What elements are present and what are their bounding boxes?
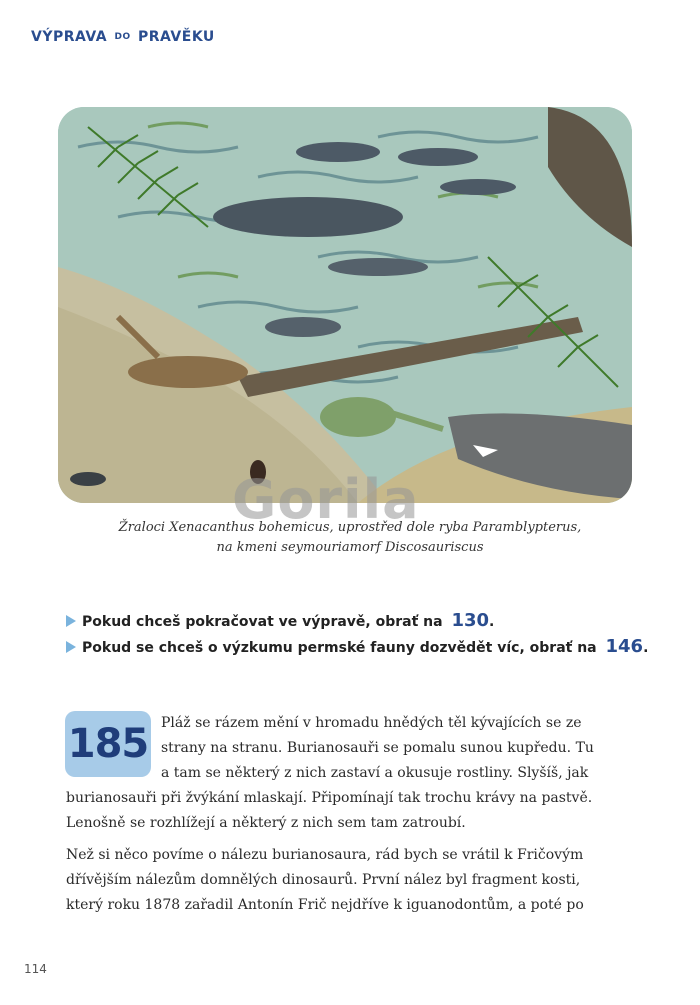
- running-header: [31, 29, 215, 45]
- choice-end: .: [489, 614, 495, 630]
- arrow-right-icon: [66, 615, 76, 627]
- choice-page-number: 146: [605, 636, 644, 657]
- body-line: Pláž se rázem mění v hromadu hnědých těl kývajících se ze: [161, 715, 582, 731]
- section-number: 185: [67, 721, 149, 767]
- choice-text: Pokud chceš pokračovat ve výpravě, obrať na: [82, 614, 443, 630]
- body-line: Lenošně se rozhlížejí a některý z nich sem tam zatroubí.: [66, 815, 466, 831]
- body-paragraph-intro: [161, 711, 634, 786]
- prehistoric-lake-illustration: [58, 107, 632, 503]
- choice-end: .: [643, 640, 649, 656]
- header-word-1: VÝPRAVA: [31, 29, 108, 45]
- body-line: a tam se některý z nich zastaví a okusuje rostliny. Slyšíš, jak: [161, 765, 589, 781]
- choice-text: Pokud se chceš o výzkumu permské fauny dozvědět víc, obrať na: [82, 640, 597, 656]
- body-paragraph-intro-cont: [66, 786, 634, 836]
- page-number: 114: [24, 962, 47, 976]
- header-word-3: PRAVĚKU: [138, 29, 215, 45]
- arrow-right-icon: [66, 641, 76, 653]
- illustration-caption: [90, 518, 610, 558]
- body-line: který roku 1878 zařadil Antonín Frič nejdříve k iguanodontům, a poté po: [66, 897, 584, 913]
- header-word-2: DO: [114, 32, 131, 42]
- body-line: Než si něco povíme o nálezu burianosaura, rád bych se vrátil k Fričovým: [66, 847, 584, 863]
- caption-line-2: na kmeni seymouriamorf Discosauriscus: [216, 540, 484, 555]
- choice-page-number: 130: [451, 610, 490, 631]
- watermark: Gorila: [232, 468, 420, 531]
- caption-line-1: Žraloci Xenacanthus bohemicus, uprostřed dole ryba Paramblypterus,: [118, 520, 582, 535]
- choice-learn-more[interactable]: [66, 634, 648, 660]
- body-line: burianosauři při žvýkání mlaskají. Připomínají tak trochu krávy na pastvě.: [66, 790, 593, 806]
- choice-continue[interactable]: [66, 608, 648, 634]
- body-line: dřívějším nálezům domnělých dinosaurů. První nález byl fragment kosti,: [66, 872, 581, 888]
- body-paragraph-second: [66, 843, 634, 918]
- choice-list: [66, 608, 648, 660]
- section-number-badge: [65, 711, 151, 777]
- body-line: strany na stranu. Burianosauři se pomalu sunou kupředu. Tu: [161, 740, 594, 756]
